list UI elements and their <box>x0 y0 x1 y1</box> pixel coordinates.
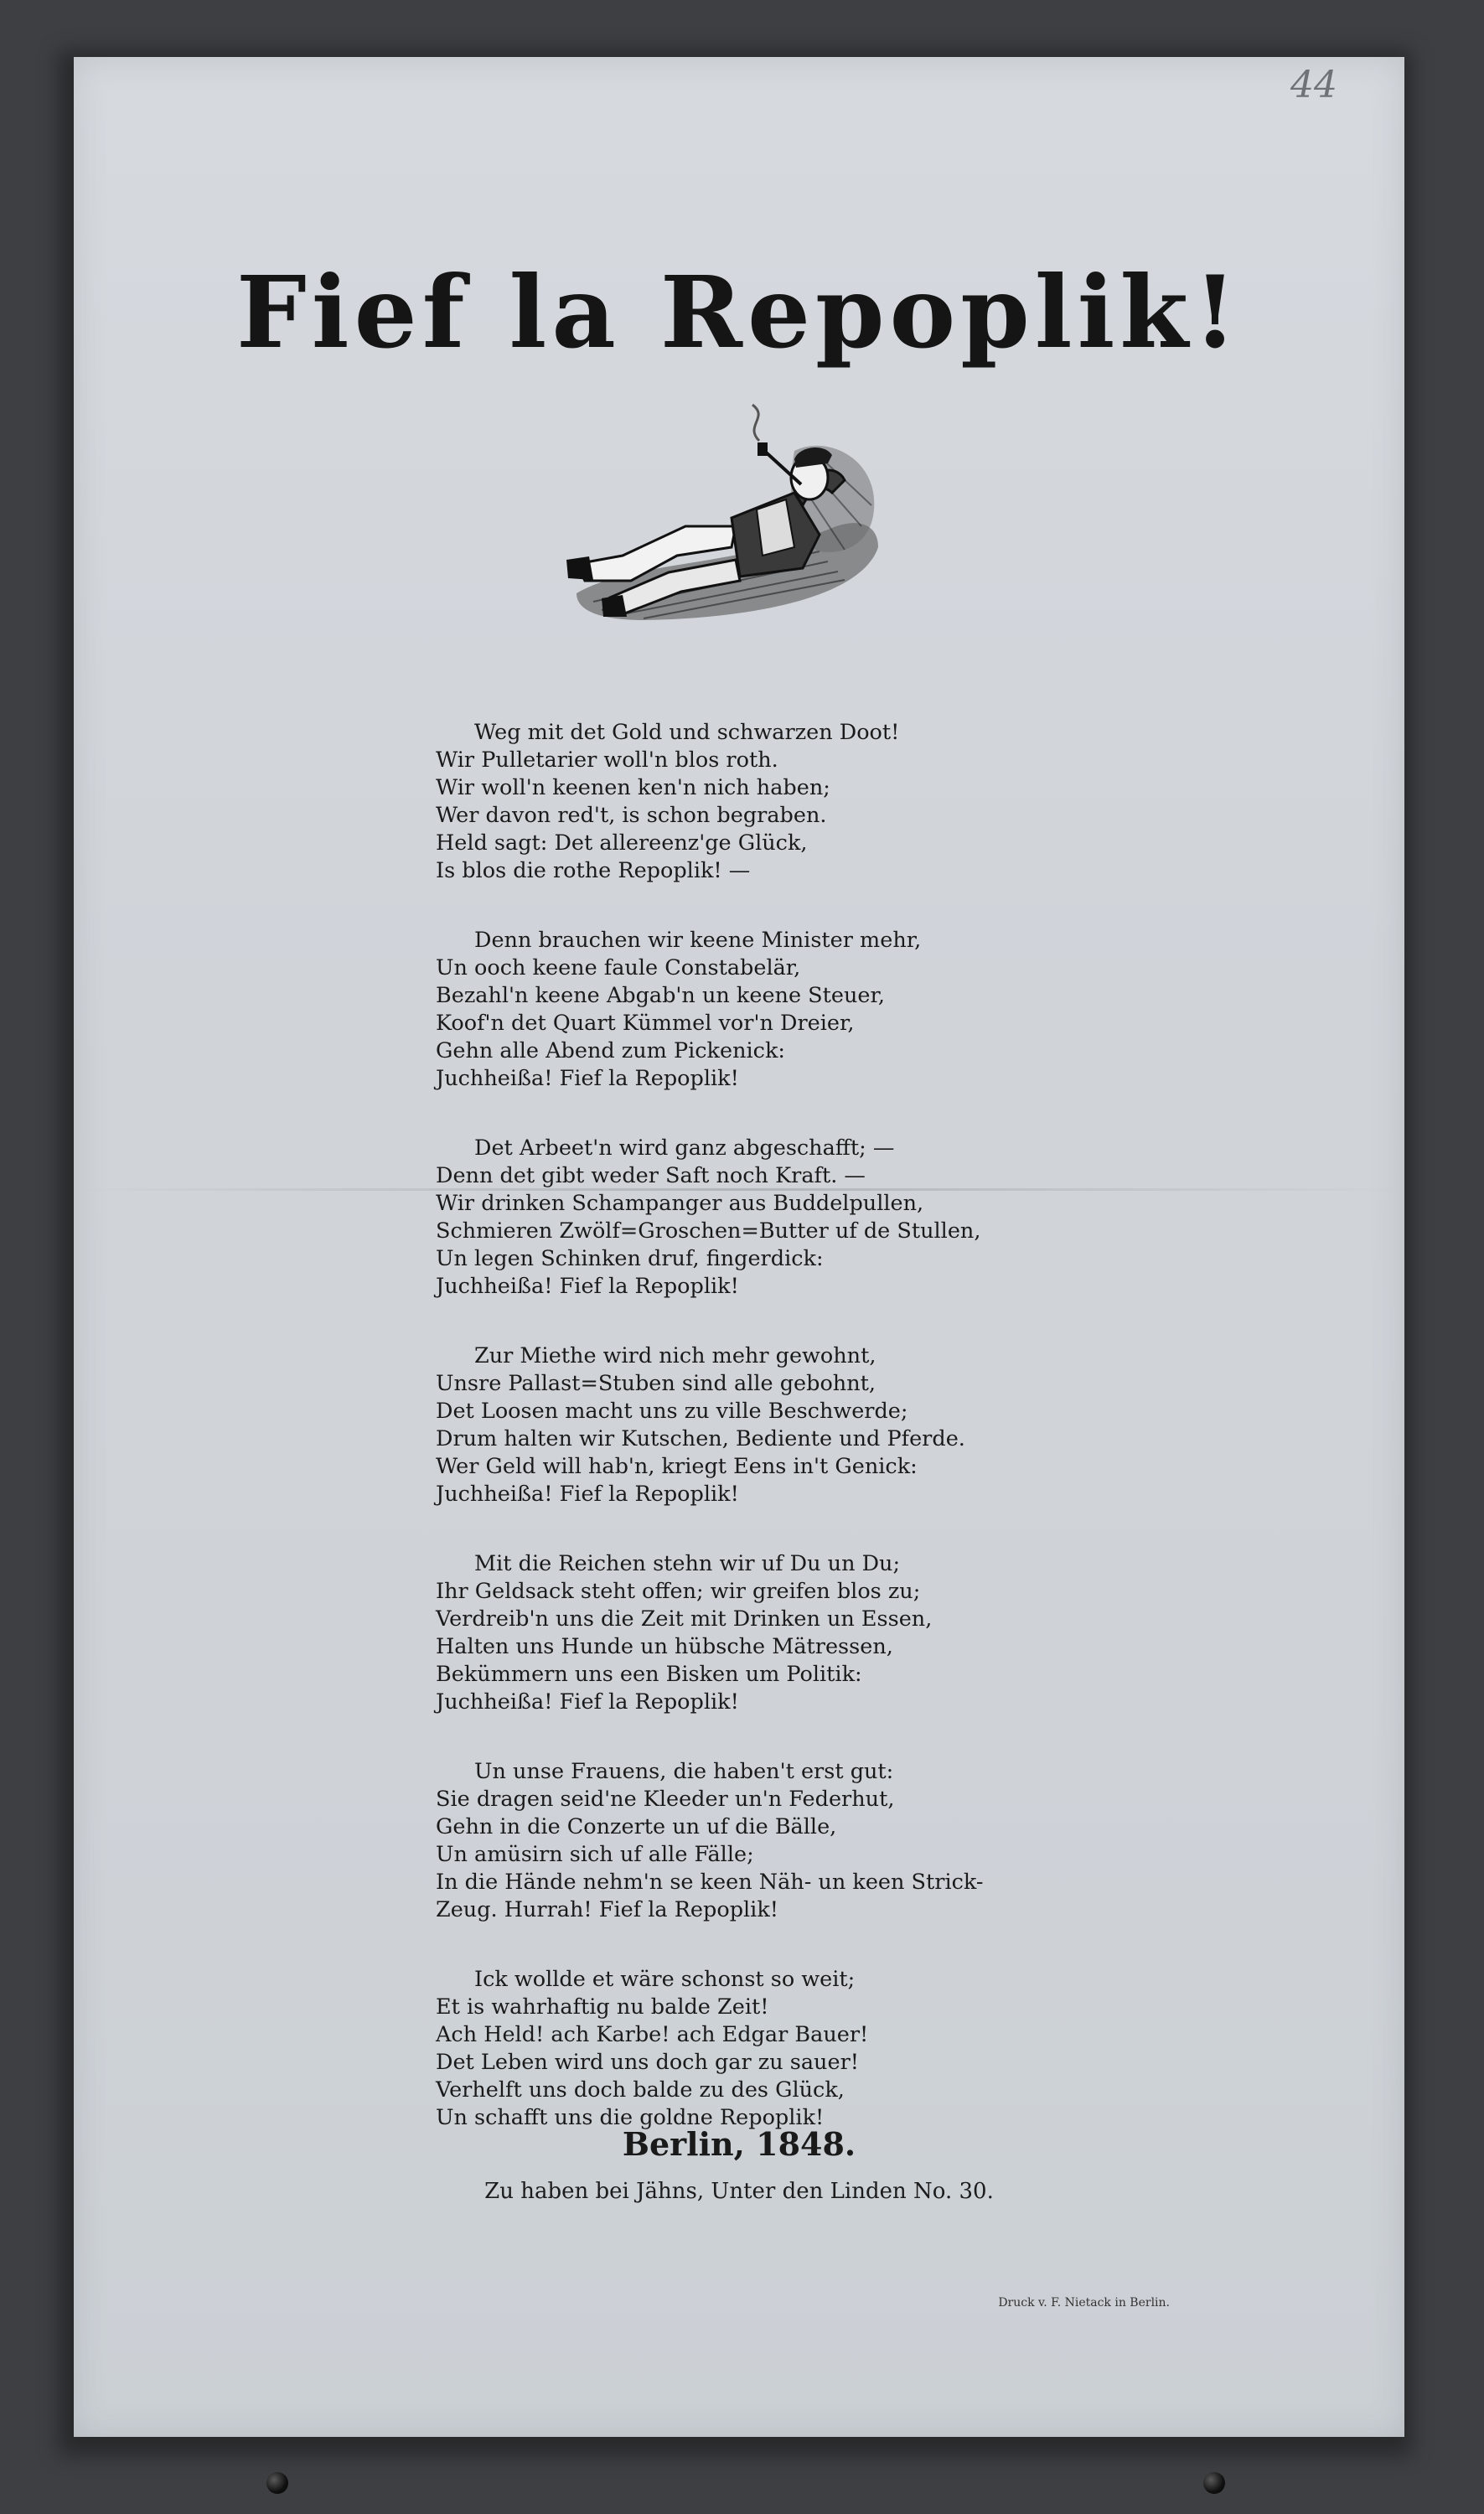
poem-line: Wer Geld will hab'n, kriegt Eens in't Genick: <box>436 1454 918 1479</box>
poem-line: Un unse Frauens, die haben't erst gut: <box>474 1759 894 1784</box>
poem-line: Zur Miethe wird nich mehr gewohnt, <box>474 1343 876 1368</box>
poem-line: Bezahl'n keene Abgab'n un keene Steuer, <box>436 983 885 1008</box>
poem-line: Is blos die rothe Repoplik! — <box>436 858 751 883</box>
poem-line: Et is wahrhaftig nu balde Zeit! <box>436 1994 769 2020</box>
poem-line: Det Leben wird uns doch gar zu sauer! <box>436 2050 860 2075</box>
poem-line: Bekümmern uns een Bisken um Politik: <box>436 1662 862 1687</box>
poem-line: Sie dragen seid'ne Kleeder un'n Federhut, <box>436 1787 895 1812</box>
poem-line: Ach Held! ach Karbe! ach Edgar Bauer! <box>436 2022 869 2047</box>
reclining-man-smoking-pipe-icon <box>543 401 895 644</box>
archive-number: 44 <box>1290 64 1337 106</box>
mounting-pin-left <box>266 2472 288 2494</box>
poem-line: Weg mit det Gold und schwarzen Doot! <box>474 720 900 745</box>
stanza-2 <box>436 927 1123 1093</box>
poem-line: Juchheißa! Fief la Repoplik! <box>436 1689 739 1715</box>
poem-line: Juchheißa! Fief la Repoplik! <box>436 1274 739 1299</box>
poem-line: Gehn in die Conzerte un uf die Bälle, <box>436 1814 837 1839</box>
poem-line: Ihr Geldsack steht offen; wir greifen blos zu; <box>436 1579 921 1604</box>
poem-line: Verdreib'n uns die Zeit mit Drinken un Essen, <box>436 1606 933 1632</box>
broadside-sheet <box>74 57 1404 2437</box>
poem-line: Un amüsirn sich uf alle Fälle; <box>436 1842 754 1867</box>
poem-line: Unsre Pallast=Stuben sind alle gebohnt, <box>436 1371 876 1396</box>
poem-line: Zeug. Hurrah! Fief la Repoplik! <box>436 1897 779 1922</box>
poem-line: Det Arbeet'n wird ganz abgeschafft; — <box>474 1135 895 1161</box>
stanza-1 <box>436 719 1123 885</box>
poem-line: Wir Pulletarier woll'n blos roth. <box>436 747 778 773</box>
stanza-3 <box>436 1135 1123 1301</box>
poem-line: Ick wollde et wäre schonst so weit; <box>474 1967 856 1992</box>
poem-line: Verhelft uns doch balde zu des Glück, <box>436 2077 845 2103</box>
poem-line: Wir drinken Schampanger aus Buddelpullen, <box>436 1191 924 1216</box>
poem-line: Gehn alle Abend zum Pickenick: <box>436 1038 785 1063</box>
poem-line: Halten uns Hunde un hübsche Mätressen, <box>436 1634 893 1659</box>
stanza-4 <box>436 1342 1123 1508</box>
poem-line: Juchheißa! Fief la Repoplik! <box>436 1482 739 1507</box>
printer-imprint: Druck v. F. Nietack in Berlin. <box>998 2296 1170 2310</box>
poem-body <box>436 719 1123 2174</box>
poem-line: Drum halten wir Kutschen, Bediente und Pferde. <box>436 1426 965 1451</box>
poem-line: Juchheißa! Fief la Repoplik! <box>436 1066 739 1091</box>
stanza-7 <box>436 1966 1123 2132</box>
poem-line: Mit die Reichen stehn wir uf Du un Du; <box>474 1551 901 1576</box>
poem-line: Denn det gibt weder Saft noch Kraft. — <box>436 1163 866 1188</box>
poem-line: Denn brauchen wir keene Minister mehr, <box>474 928 922 953</box>
mounting-pin-right <box>1203 2472 1225 2494</box>
poem-line: Un legen Schinken druf, fingerdick: <box>436 1246 824 1271</box>
broadside-title: Fief la Repoplik! <box>236 254 1242 370</box>
poem-line: Un schafft uns die goldne Repoplik! <box>436 2105 825 2130</box>
place-and-date: Berlin, 1848. <box>622 2125 856 2163</box>
stanza-6 <box>436 1758 1123 1924</box>
seller-imprint: Zu haben bei Jähns, Unter den Linden No. 30. <box>484 2179 994 2204</box>
poem-line: Wer davon red't, is schon begraben. <box>436 803 827 828</box>
poem-line: Koof'n det Quart Kümmel vor'n Dreier, <box>436 1011 855 1036</box>
poem-line: Det Loosen macht uns zu ville Beschwerde; <box>436 1399 908 1424</box>
poem-line: Schmieren Zwölf=Groschen=Butter uf de Stullen, <box>436 1218 981 1244</box>
poem-line: In die Hände nehm'n se keen Näh- un keen Strick- <box>436 1870 984 1895</box>
poem-line: Held sagt: Det allereenz'ge Glück, <box>436 830 808 856</box>
poem-line: Wir woll'n keenen ken'n nich haben; <box>436 775 830 800</box>
stanza-5 <box>436 1550 1123 1716</box>
poem-line: Un ooch keene faule Constabelär, <box>436 955 801 980</box>
